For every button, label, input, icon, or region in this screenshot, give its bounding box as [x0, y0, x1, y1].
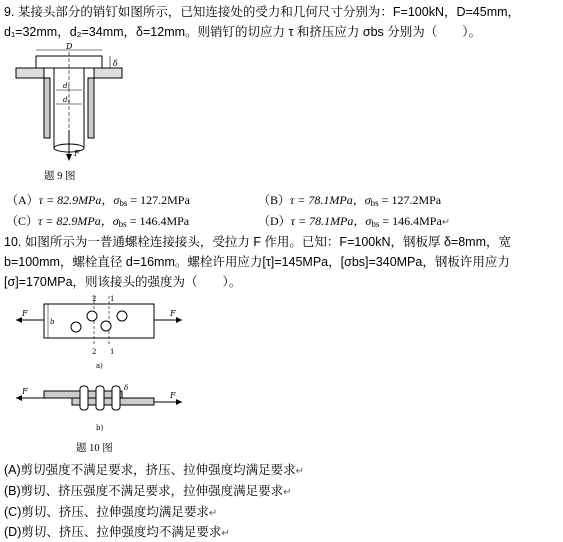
- q10-figure-caption: 题 10 图: [76, 443, 113, 454]
- svg-text:1: 1: [110, 295, 115, 303]
- svg-text:F: F: [22, 387, 28, 396]
- svg-text:δ: δ: [124, 384, 129, 392]
- svg-text:2: 2: [92, 295, 97, 303]
- svg-text:F: F: [170, 309, 176, 318]
- q9-label-F: F: [74, 149, 80, 158]
- q9-label-D: D: [66, 42, 73, 51]
- q10-bolted-joint-figure-b: [14, 376, 184, 436]
- q10-stem-line3: [σ]=170MPa，则该接头的强度为（ ）。: [4, 275, 242, 289]
- q10-option-a[interactable]: (A)剪切强度不满足要求，挤压、拉伸强度均满足要求↵: [4, 463, 305, 477]
- q9-option-c[interactable]: （C）τ = 82.9MPa，$\sigma_{bs} = 146.4MPa$: [6, 214, 190, 229]
- q9-figure-caption: 题 9 图: [44, 171, 76, 182]
- q9-pin-figure: [14, 42, 124, 162]
- q9-label-d1: d₁: [63, 82, 71, 90]
- q9-option-b[interactable]: （B）τ = 78.1MPa，$\sigma_{bs} = 127.2MPa$: [258, 193, 442, 208]
- q10-stem-line1: 10. 如图所示为一普通螺栓连接接头，受拉力 F 作用。已知：F=100kN，钢板厚 δ=8mm，宽: [4, 235, 512, 249]
- q10-label-b: b: [50, 318, 55, 326]
- q9-stem-line1: 9. 某接头部分的销钉如图所示，已知连接处的受力和几何尺寸分别为：F=100kN，D=45mm，: [4, 5, 521, 19]
- svg-text:1: 1: [110, 348, 115, 356]
- q9-label-d2: d₂: [63, 96, 71, 104]
- q9-option-a[interactable]: （A）τ = 82.9MPa，$\sigma_{bs} = 127.2MPa$: [6, 193, 190, 208]
- q10-option-b[interactable]: (B)剪切、挤压强度不满足要求，拉伸强度满足要求↵: [4, 484, 292, 498]
- q10-option-d[interactable]: (D)剪切、挤压、拉伸强度均不满足要求↵: [4, 525, 230, 539]
- svg-text:2: 2: [92, 348, 97, 356]
- q10-label-b-view: b): [96, 424, 104, 432]
- q9-label-delta: δ: [113, 59, 118, 68]
- q9-option-d[interactable]: （D）τ = 78.1MPa，$\sigma_{bs}$ = 146.4MPa↵: [258, 214, 451, 229]
- q10-label-a: a): [96, 362, 103, 370]
- q9-stem-line2: d₁=32mm，d₂=34mm，δ=12mm。则销钉的切应力 τ 和挤压应力 σbs 分别为（ ）。: [4, 25, 482, 39]
- q10-option-c[interactable]: (C)剪切、挤压、拉伸强度均满足要求↵: [4, 505, 218, 519]
- q10-stem-line2: b=100mm，螺栓直径 d=16mm。螺栓许用应力[τ]=145MPa，[σbs]=340MPa，钢板许用应力: [4, 255, 510, 269]
- svg-text:F: F: [22, 309, 28, 318]
- svg-text:F: F: [170, 391, 176, 400]
- q10-bolted-joint-figure-a: [14, 294, 184, 374]
